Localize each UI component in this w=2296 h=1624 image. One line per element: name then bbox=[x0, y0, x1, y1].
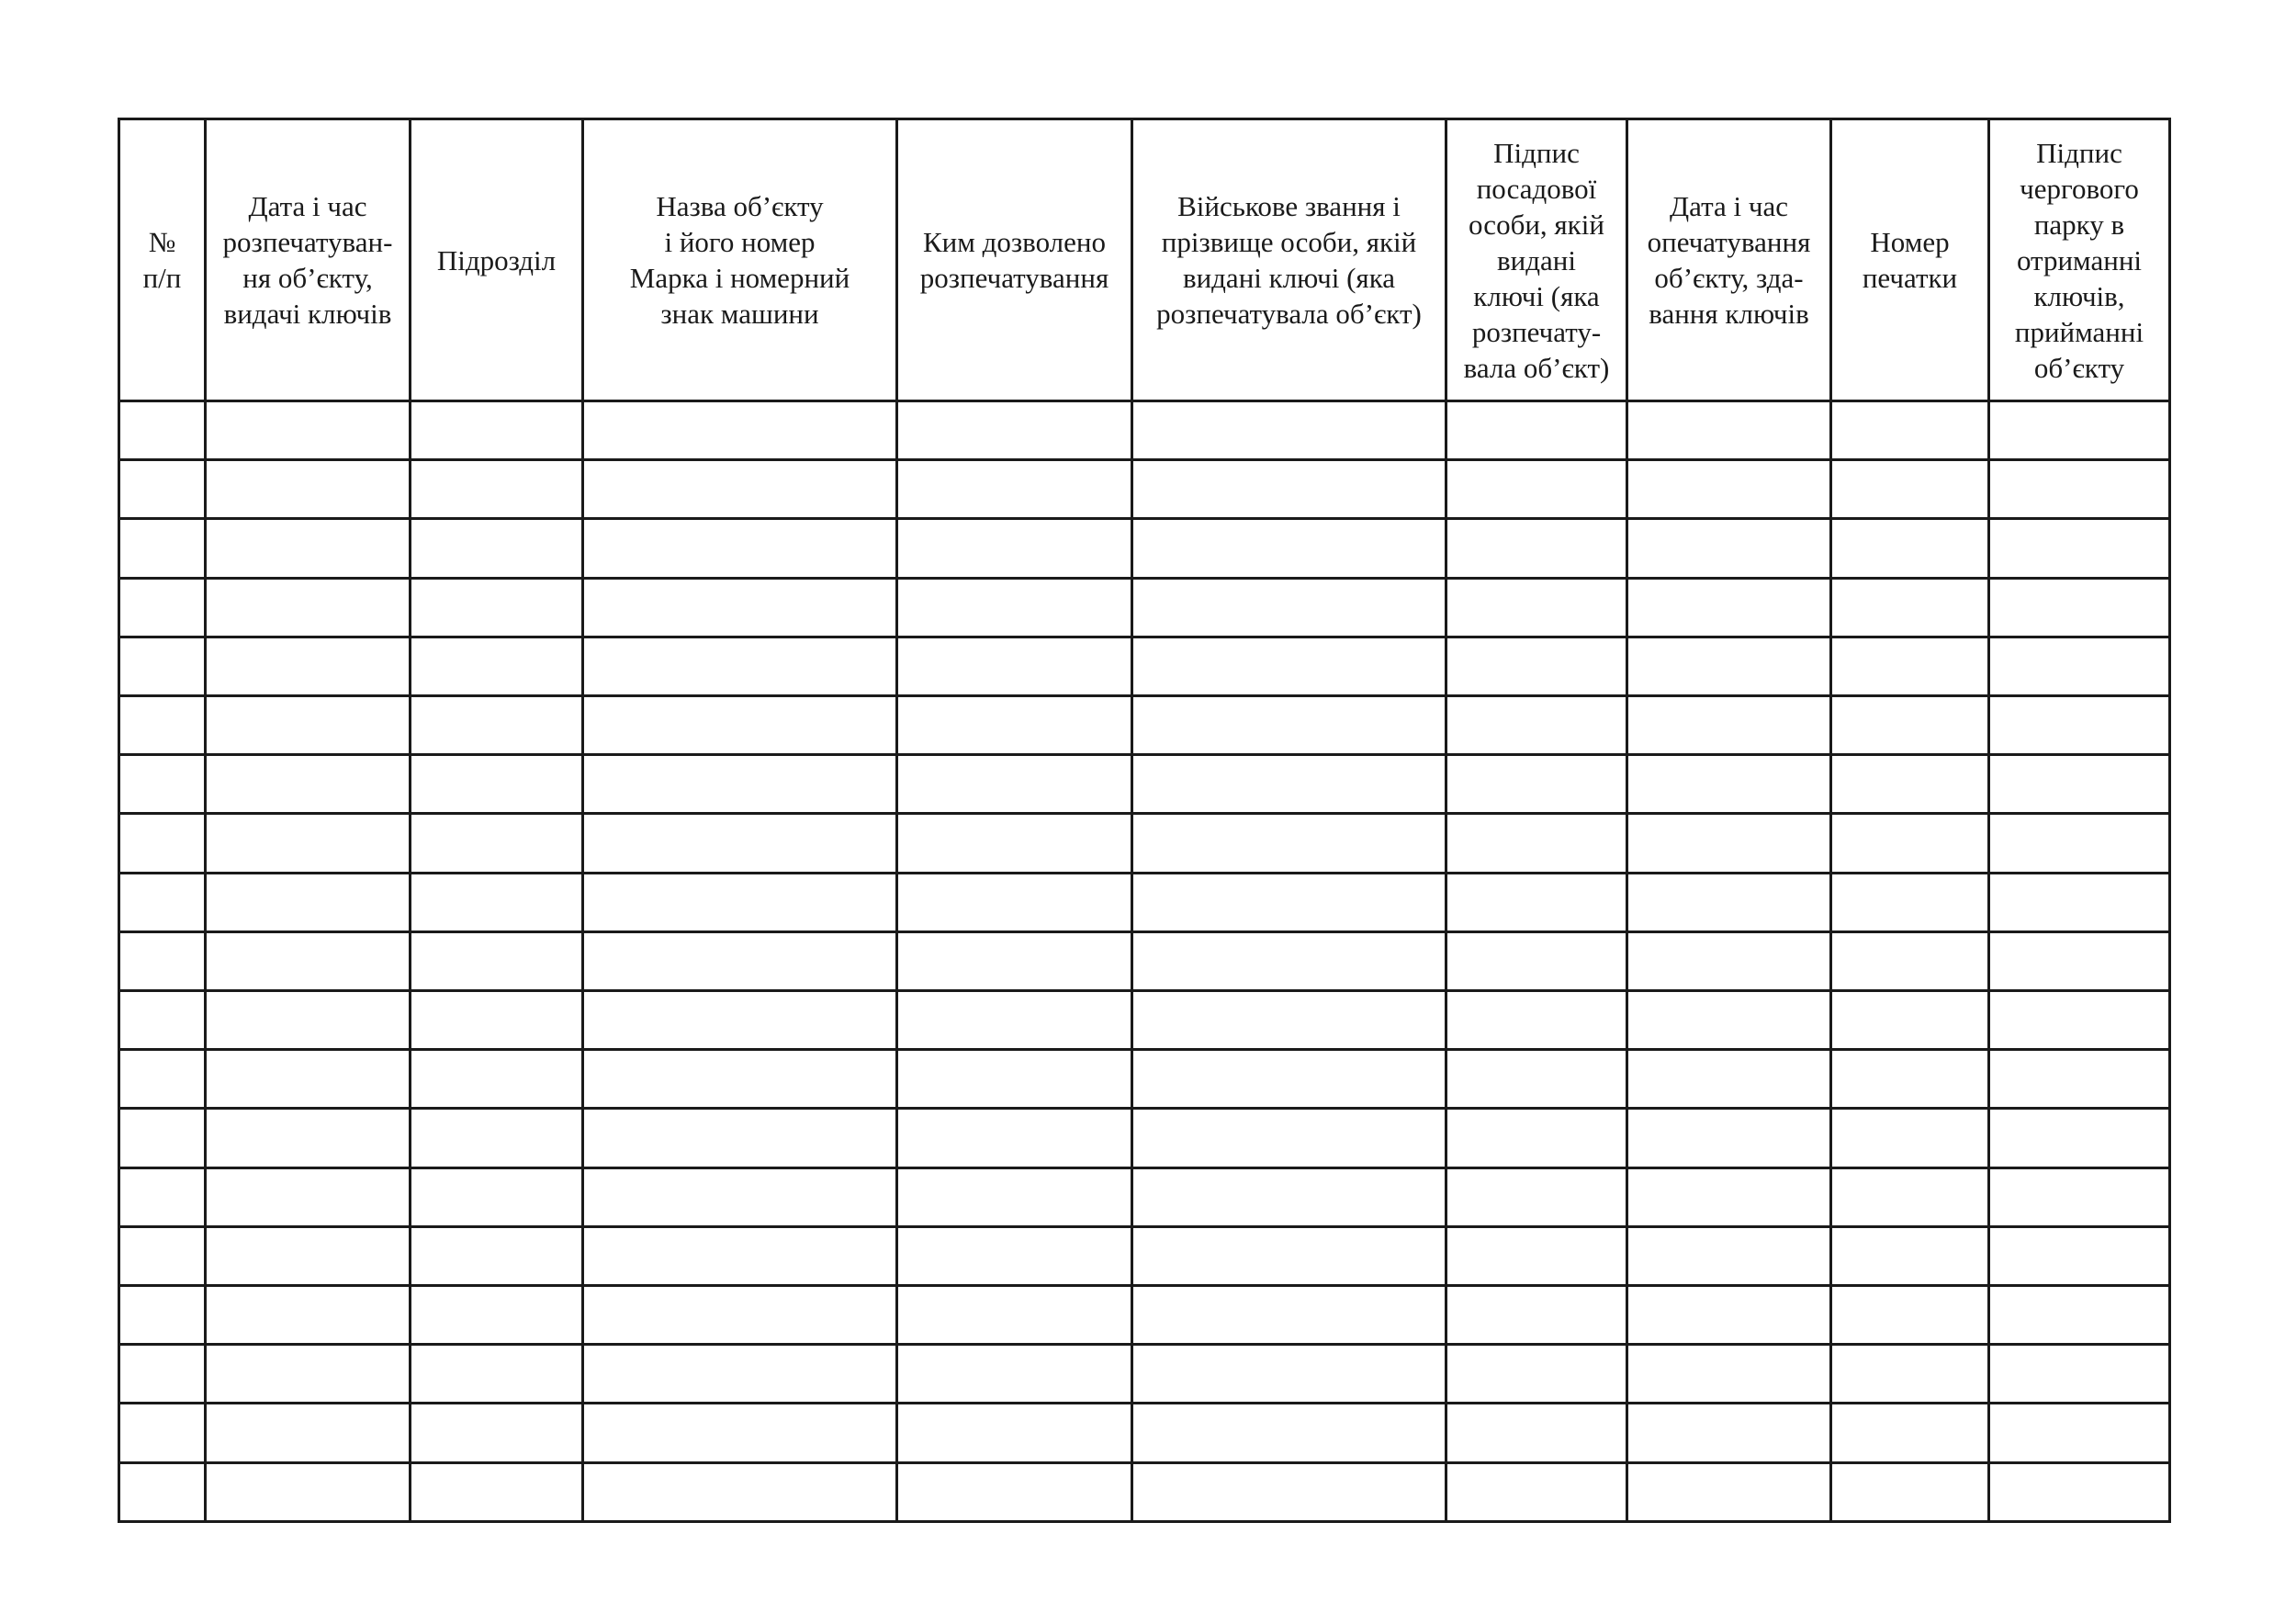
table-cell bbox=[1831, 519, 1989, 578]
table-cell bbox=[411, 1050, 583, 1109]
table-cell bbox=[119, 1050, 206, 1109]
table-cell bbox=[1446, 1404, 1627, 1462]
table-cell bbox=[206, 1286, 411, 1345]
table-cell bbox=[1446, 1050, 1627, 1109]
table-row bbox=[119, 1462, 2170, 1521]
table-cell bbox=[583, 1226, 897, 1285]
column-header-opening-datetime: Дата і час розпечатуван- ня об’єкту, видачі ключів bbox=[206, 119, 411, 401]
table-cell bbox=[1132, 696, 1446, 755]
table-cell bbox=[411, 1404, 583, 1462]
table-cell bbox=[411, 401, 583, 460]
table-cell bbox=[411, 460, 583, 519]
table-cell bbox=[1831, 578, 1989, 637]
table-cell bbox=[1989, 991, 2170, 1050]
table-cell bbox=[1831, 1404, 1989, 1462]
table-cell bbox=[897, 696, 1132, 755]
table-cell bbox=[583, 814, 897, 873]
header-row bbox=[119, 119, 2170, 401]
table-cell bbox=[206, 1345, 411, 1404]
table-cell bbox=[1989, 1167, 2170, 1226]
table-row bbox=[119, 1226, 2170, 1285]
table-cell bbox=[1627, 1050, 1831, 1109]
table-cell bbox=[1627, 991, 1831, 1050]
table-cell bbox=[1132, 873, 1446, 931]
table-row bbox=[119, 696, 2170, 755]
table-cell bbox=[1989, 637, 2170, 695]
table-cell bbox=[583, 931, 897, 990]
table-row bbox=[119, 1050, 2170, 1109]
table-row bbox=[119, 873, 2170, 931]
column-header-rank-surname: Військове звання і прізвище особи, якій видані ключі (яка розпечатувала об’єкт) bbox=[1132, 119, 1446, 401]
table-row bbox=[119, 637, 2170, 695]
table-cell bbox=[1627, 1404, 1831, 1462]
table-cell bbox=[897, 755, 1132, 814]
column-header-duty-signature: Підпис чергового парку в отриманні ключів, прийманні об’єкту bbox=[1989, 119, 2170, 401]
table-cell bbox=[411, 1109, 583, 1167]
table-row bbox=[119, 1109, 2170, 1167]
table-cell bbox=[1831, 873, 1989, 931]
table-cell bbox=[206, 637, 411, 695]
table-cell bbox=[1446, 814, 1627, 873]
table-cell bbox=[1627, 1462, 1831, 1521]
table-cell bbox=[411, 637, 583, 695]
table-row bbox=[119, 991, 2170, 1050]
table-cell bbox=[1989, 696, 2170, 755]
table-cell bbox=[1132, 1050, 1446, 1109]
table-row bbox=[119, 931, 2170, 990]
table-cell bbox=[411, 519, 583, 578]
table-cell bbox=[206, 460, 411, 519]
table-cell bbox=[897, 1462, 1132, 1521]
table-cell bbox=[119, 1286, 206, 1345]
table-cell bbox=[119, 696, 206, 755]
table-cell bbox=[206, 1404, 411, 1462]
table-cell bbox=[1831, 1167, 1989, 1226]
table-cell bbox=[583, 1109, 897, 1167]
table-cell bbox=[1831, 460, 1989, 519]
table-cell bbox=[1132, 991, 1446, 1050]
table-cell bbox=[583, 1167, 897, 1226]
table-row bbox=[119, 1167, 2170, 1226]
table-cell bbox=[1446, 460, 1627, 519]
table-cell bbox=[1132, 460, 1446, 519]
table-row bbox=[119, 1404, 2170, 1462]
table-cell bbox=[411, 1167, 583, 1226]
table-cell bbox=[1627, 1345, 1831, 1404]
table-cell bbox=[1446, 1109, 1627, 1167]
table-cell bbox=[583, 991, 897, 1050]
table-cell bbox=[583, 755, 897, 814]
column-header-official-signature: Підпис посадової особи, якій видані ключі (яка розпечату- вала об’єкт) bbox=[1446, 119, 1627, 401]
table-cell bbox=[1831, 401, 1989, 460]
table-row bbox=[119, 1345, 2170, 1404]
table-cell bbox=[1627, 931, 1831, 990]
table-cell bbox=[1989, 1109, 2170, 1167]
table-cell bbox=[119, 460, 206, 519]
table-cell bbox=[1831, 1345, 1989, 1404]
table-cell bbox=[119, 755, 206, 814]
table-cell bbox=[1446, 401, 1627, 460]
table-cell bbox=[1989, 401, 2170, 460]
table-cell bbox=[1989, 1286, 2170, 1345]
table-cell bbox=[119, 814, 206, 873]
table-cell bbox=[206, 519, 411, 578]
table-cell bbox=[1627, 578, 1831, 637]
key-issue-journal-table bbox=[118, 118, 2171, 1523]
table-cell bbox=[1132, 1404, 1446, 1462]
table-cell bbox=[1989, 1226, 2170, 1285]
table-cell bbox=[1989, 873, 2170, 931]
table-cell bbox=[1446, 873, 1627, 931]
table-cell bbox=[1831, 637, 1989, 695]
table-cell bbox=[1627, 1286, 1831, 1345]
table-cell bbox=[411, 931, 583, 990]
table-cell bbox=[1132, 755, 1446, 814]
table-cell bbox=[1989, 931, 2170, 990]
table-cell bbox=[897, 991, 1132, 1050]
table-cell bbox=[583, 1050, 897, 1109]
table-cell bbox=[1446, 637, 1627, 695]
table-cell bbox=[206, 755, 411, 814]
column-header-sealing-datetime: Дата і час опечатування об’єкту, зда- вання ключів bbox=[1627, 119, 1831, 401]
table-cell bbox=[1132, 637, 1446, 695]
table-row bbox=[119, 755, 2170, 814]
table-cell bbox=[1446, 1286, 1627, 1345]
table-row bbox=[119, 1286, 2170, 1345]
table-row bbox=[119, 578, 2170, 637]
table-cell bbox=[119, 931, 206, 990]
table-cell bbox=[119, 1226, 206, 1285]
table-cell bbox=[1446, 991, 1627, 1050]
table-cell bbox=[119, 873, 206, 931]
table-cell bbox=[583, 696, 897, 755]
table-cell bbox=[897, 1050, 1132, 1109]
table-cell bbox=[897, 401, 1132, 460]
table-cell bbox=[206, 1109, 411, 1167]
table-cell bbox=[583, 460, 897, 519]
table-cell bbox=[1627, 401, 1831, 460]
table-cell bbox=[119, 1167, 206, 1226]
table-cell bbox=[206, 1167, 411, 1226]
table-cell bbox=[119, 1462, 206, 1521]
table-cell bbox=[206, 873, 411, 931]
table-cell bbox=[1446, 1462, 1627, 1521]
table-cell bbox=[1627, 1109, 1831, 1167]
table-cell bbox=[411, 696, 583, 755]
table-cell bbox=[206, 991, 411, 1050]
table-cell bbox=[583, 1462, 897, 1521]
table-cell bbox=[206, 401, 411, 460]
table-cell bbox=[1831, 1109, 1989, 1167]
table-cell bbox=[897, 1226, 1132, 1285]
table-cell bbox=[1627, 637, 1831, 695]
column-header-authorized-by: Ким дозволено розпечатування bbox=[897, 119, 1132, 401]
table-cell bbox=[206, 578, 411, 637]
table-cell bbox=[206, 931, 411, 990]
table-cell bbox=[206, 1226, 411, 1285]
table-cell bbox=[583, 519, 897, 578]
table-cell bbox=[583, 873, 897, 931]
table-cell bbox=[206, 696, 411, 755]
table-cell bbox=[897, 1345, 1132, 1404]
table-cell bbox=[1132, 814, 1446, 873]
table-cell bbox=[1831, 1050, 1989, 1109]
table-cell bbox=[1446, 931, 1627, 990]
table-cell bbox=[119, 401, 206, 460]
table-cell bbox=[897, 1109, 1132, 1167]
table-cell bbox=[411, 578, 583, 637]
table-cell bbox=[1989, 814, 2170, 873]
table-cell bbox=[1627, 1167, 1831, 1226]
table-cell bbox=[411, 814, 583, 873]
table-cell bbox=[411, 991, 583, 1050]
table-cell bbox=[206, 814, 411, 873]
table-cell bbox=[897, 1404, 1132, 1462]
table-cell bbox=[1132, 1226, 1446, 1285]
table-cell bbox=[1132, 578, 1446, 637]
table-cell bbox=[1132, 1286, 1446, 1345]
table-cell bbox=[411, 1345, 583, 1404]
table-cell bbox=[1627, 1226, 1831, 1285]
column-header-unit: Підрозділ bbox=[411, 119, 583, 401]
table-cell bbox=[897, 931, 1132, 990]
table-cell bbox=[119, 1109, 206, 1167]
table-cell bbox=[1446, 519, 1627, 578]
table-body bbox=[119, 401, 2170, 1522]
table-cell bbox=[411, 873, 583, 931]
table-cell bbox=[1989, 578, 2170, 637]
table-row bbox=[119, 519, 2170, 578]
table-cell bbox=[1831, 696, 1989, 755]
table-cell bbox=[1627, 873, 1831, 931]
table-cell bbox=[1989, 1404, 2170, 1462]
table-cell bbox=[583, 401, 897, 460]
table-cell bbox=[1989, 1462, 2170, 1521]
table-cell bbox=[119, 991, 206, 1050]
column-header-number: № п/п bbox=[119, 119, 206, 401]
table-cell bbox=[1446, 696, 1627, 755]
table-cell bbox=[1627, 460, 1831, 519]
table-cell bbox=[1831, 991, 1989, 1050]
table-cell bbox=[1132, 519, 1446, 578]
table-cell bbox=[1132, 931, 1446, 990]
table-cell bbox=[1132, 1462, 1446, 1521]
table-cell bbox=[583, 1404, 897, 1462]
table-cell bbox=[1831, 1226, 1989, 1285]
table-cell bbox=[1132, 1109, 1446, 1167]
table-cell bbox=[897, 637, 1132, 695]
table-cell bbox=[1446, 755, 1627, 814]
table-cell bbox=[583, 1286, 897, 1345]
table-cell bbox=[897, 519, 1132, 578]
table-cell bbox=[897, 873, 1132, 931]
table-cell bbox=[897, 460, 1132, 519]
table-cell bbox=[583, 1345, 897, 1404]
table-cell bbox=[1132, 1345, 1446, 1404]
table-cell bbox=[897, 578, 1132, 637]
table-cell bbox=[1446, 578, 1627, 637]
table-cell bbox=[1989, 755, 2170, 814]
table-cell bbox=[1627, 519, 1831, 578]
table-cell bbox=[206, 1462, 411, 1521]
column-header-object-name: Назва об’єкту і його номер Марка і номерний знак машини bbox=[583, 119, 897, 401]
table-cell bbox=[1627, 696, 1831, 755]
table-cell bbox=[1831, 931, 1989, 990]
column-header-seal-number: Номер печатки bbox=[1831, 119, 1989, 401]
table-row bbox=[119, 814, 2170, 873]
table-cell bbox=[411, 1226, 583, 1285]
table-cell bbox=[897, 1167, 1132, 1226]
table-cell bbox=[1989, 1050, 2170, 1109]
table-cell bbox=[206, 1050, 411, 1109]
table-cell bbox=[897, 814, 1132, 873]
table-cell bbox=[1831, 755, 1989, 814]
table-cell bbox=[1132, 1167, 1446, 1226]
table-cell bbox=[1989, 460, 2170, 519]
table-cell bbox=[411, 1286, 583, 1345]
table-cell bbox=[1446, 1345, 1627, 1404]
table-cell bbox=[119, 519, 206, 578]
table-cell bbox=[1446, 1167, 1627, 1226]
table-cell bbox=[1989, 519, 2170, 578]
table-cell bbox=[1831, 814, 1989, 873]
table-cell bbox=[411, 755, 583, 814]
table-cell bbox=[1627, 755, 1831, 814]
table-cell bbox=[1989, 1345, 2170, 1404]
table-row bbox=[119, 401, 2170, 460]
table-cell bbox=[119, 1345, 206, 1404]
table-cell bbox=[583, 578, 897, 637]
table-row bbox=[119, 460, 2170, 519]
table-cell bbox=[1831, 1286, 1989, 1345]
table-cell bbox=[1446, 1226, 1627, 1285]
table-cell bbox=[411, 1462, 583, 1521]
table-cell bbox=[583, 637, 897, 695]
table-cell bbox=[1831, 1462, 1989, 1521]
table-cell bbox=[119, 1404, 206, 1462]
table-cell bbox=[897, 1286, 1132, 1345]
table-cell bbox=[1627, 814, 1831, 873]
table-cell bbox=[1132, 401, 1446, 460]
table-cell bbox=[119, 578, 206, 637]
table-cell bbox=[119, 637, 206, 695]
